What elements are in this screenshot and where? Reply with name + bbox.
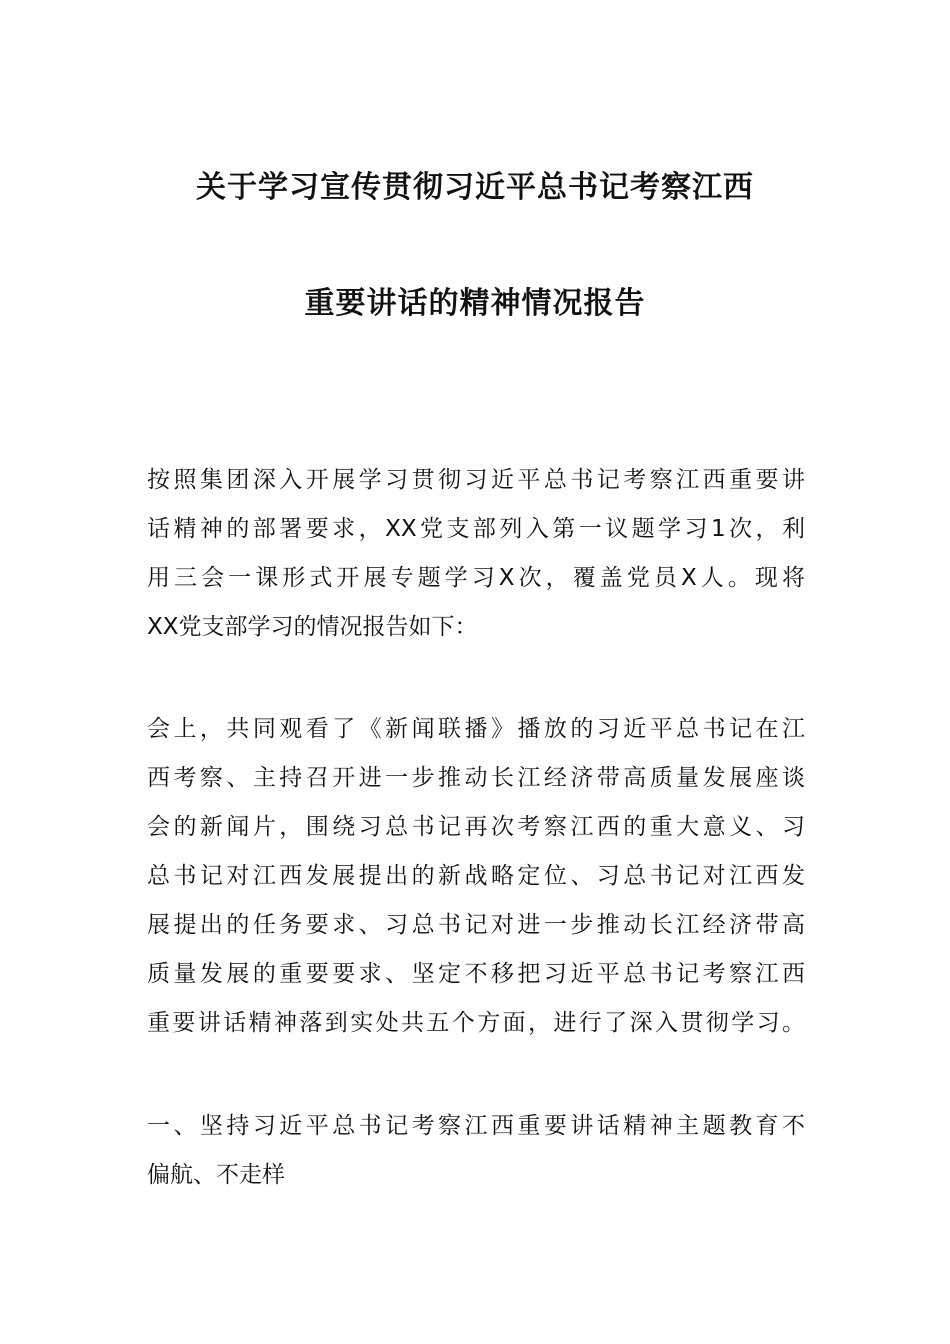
text-line: 展提出的任务要求、习总书记对进一步推动长江经济带高 [147, 912, 805, 938]
text-line: XX党支部学习的情况报告如下： [147, 614, 478, 640]
text-line: 会上，共同观看了《新闻联播》播放的习近平总书记在江 [147, 716, 805, 742]
text-line: 按照集团深入开展学习贯彻习近平总书记考察江西重要讲 [147, 467, 805, 493]
text-line: 会的新闻片，围绕习总书记再次考察江西的重大意义、习 [147, 814, 805, 840]
text-line: 质量发展的重要要求、坚定不移把习近平总书记考察江西 [147, 961, 805, 987]
text-line: 话精神的部署要求，XX党支部列入第一议题学习1次，利 [147, 516, 805, 542]
text-line: 用三会一课形式开展专题学习X次，覆盖党员X人。现将 [147, 565, 805, 591]
document-title-line-1: 关于学习宣传贯彻习近平总书记考察江西 [196, 170, 754, 205]
text-line: 总书记对江西发展提出的新战略定位、习总书记对江西发 [147, 863, 805, 889]
text-line: 偏航、不走样 [147, 1162, 285, 1188]
document-title-line-2: 重要讲话的精神情况报告 [304, 286, 646, 321]
text-line: 一、坚持习近平总书记考察江西重要讲话精神主题教育不 [147, 1113, 805, 1139]
text-line: 重要讲话精神落到实处共五个方面，进行了深入贯彻学习。 [147, 1010, 805, 1036]
text-line: 西考察、主持召开进一步推动长江经济带高质量发展座谈 [147, 765, 805, 791]
